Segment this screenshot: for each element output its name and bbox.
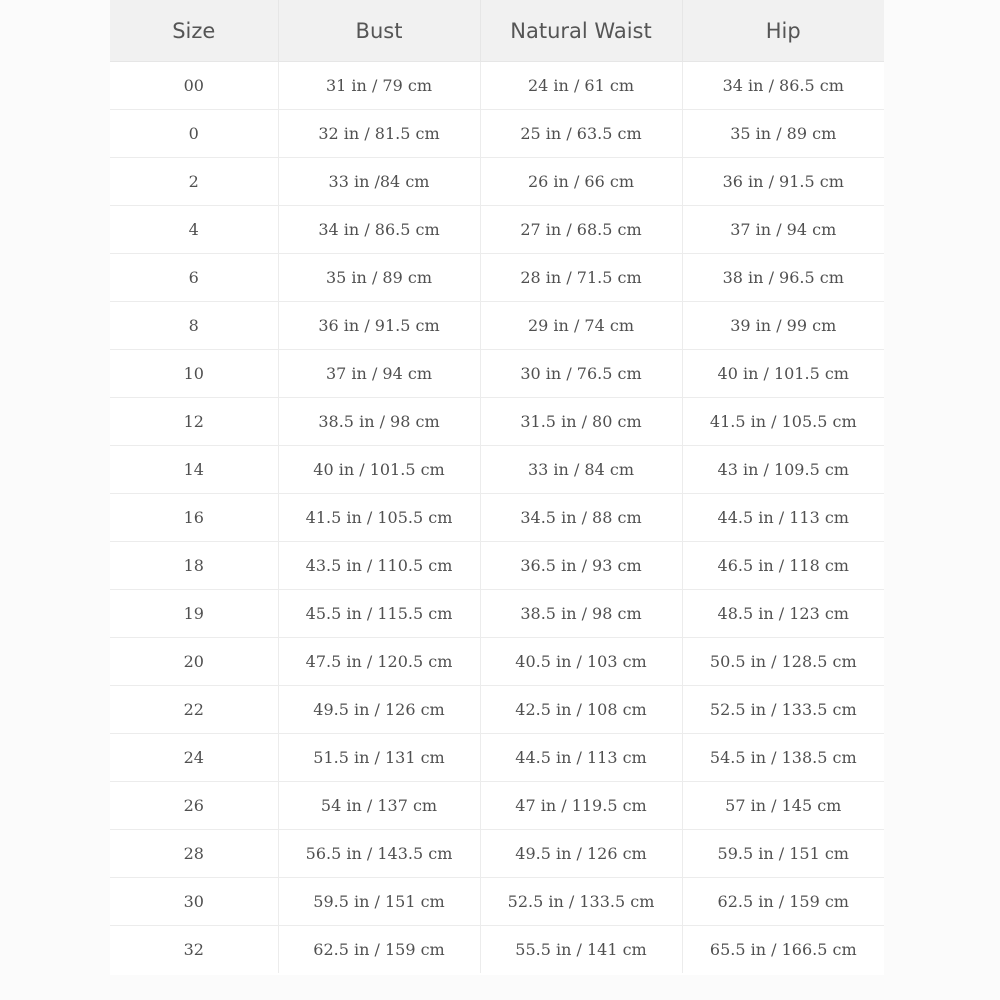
cell-hip: 38 in / 96.5 cm (682, 254, 884, 302)
cell-bust: 33 in /84 cm (278, 158, 480, 206)
header-hip: Hip (682, 0, 884, 62)
cell-size: 10 (110, 350, 278, 398)
table-header (110, 0, 884, 62)
cell-natural-waist: 55.5 in / 141 cm (480, 926, 682, 974)
cell-bust: 49.5 in / 126 cm (278, 686, 480, 734)
cell-size: 12 (110, 398, 278, 446)
cell-bust: 34 in / 86.5 cm (278, 206, 480, 254)
table-row (110, 398, 884, 446)
cell-size: 28 (110, 830, 278, 878)
cell-size: 32 (110, 926, 278, 974)
table-body (110, 62, 884, 974)
cell-natural-waist: 31.5 in / 80 cm (480, 398, 682, 446)
cell-natural-waist: 49.5 in / 126 cm (480, 830, 682, 878)
cell-bust: 47.5 in / 120.5 cm (278, 638, 480, 686)
table-row (110, 302, 884, 350)
cell-size: 2 (110, 158, 278, 206)
cell-bust: 32 in / 81.5 cm (278, 110, 480, 158)
cell-natural-waist: 44.5 in / 113 cm (480, 734, 682, 782)
table-row (110, 446, 884, 494)
cell-bust: 38.5 in / 98 cm (278, 398, 480, 446)
cell-bust: 36 in / 91.5 cm (278, 302, 480, 350)
cell-size: 16 (110, 494, 278, 542)
cell-natural-waist: 28 in / 71.5 cm (480, 254, 682, 302)
cell-natural-waist: 38.5 in / 98 cm (480, 590, 682, 638)
cell-natural-waist: 30 in / 76.5 cm (480, 350, 682, 398)
cell-size: 26 (110, 782, 278, 830)
cell-hip: 37 in / 94 cm (682, 206, 884, 254)
cell-size: 8 (110, 302, 278, 350)
cell-hip: 46.5 in / 118 cm (682, 542, 884, 590)
cell-hip: 50.5 in / 128.5 cm (682, 638, 884, 686)
cell-natural-waist: 26 in / 66 cm (480, 158, 682, 206)
cell-hip: 35 in / 89 cm (682, 110, 884, 158)
size-chart (110, 0, 884, 975)
cell-hip: 57 in / 145 cm (682, 782, 884, 830)
header-bust: Bust (278, 0, 480, 62)
table-row (110, 110, 884, 158)
cell-natural-waist: 29 in / 74 cm (480, 302, 682, 350)
cell-size: 20 (110, 638, 278, 686)
cell-natural-waist: 33 in / 84 cm (480, 446, 682, 494)
cell-natural-waist: 25 in / 63.5 cm (480, 110, 682, 158)
table-row (110, 734, 884, 782)
cell-natural-waist: 36.5 in / 93 cm (480, 542, 682, 590)
cell-natural-waist: 40.5 in / 103 cm (480, 638, 682, 686)
cell-size: 6 (110, 254, 278, 302)
table-row (110, 350, 884, 398)
table-row (110, 686, 884, 734)
cell-hip: 44.5 in / 113 cm (682, 494, 884, 542)
cell-hip: 54.5 in / 138.5 cm (682, 734, 884, 782)
cell-natural-waist: 24 in / 61 cm (480, 62, 682, 110)
cell-natural-waist: 27 in / 68.5 cm (480, 206, 682, 254)
header-natural-waist: Natural Waist (480, 0, 682, 62)
cell-size: 30 (110, 878, 278, 926)
cell-bust: 31 in / 79 cm (278, 62, 480, 110)
table-row (110, 590, 884, 638)
table-row (110, 158, 884, 206)
header-row (110, 0, 884, 62)
table-row (110, 878, 884, 926)
cell-size: 18 (110, 542, 278, 590)
table-row (110, 62, 884, 110)
cell-bust: 45.5 in / 115.5 cm (278, 590, 480, 638)
cell-natural-waist: 34.5 in / 88 cm (480, 494, 682, 542)
cell-bust: 56.5 in / 143.5 cm (278, 830, 480, 878)
table-row (110, 206, 884, 254)
cell-hip: 41.5 in / 105.5 cm (682, 398, 884, 446)
cell-hip: 65.5 in / 166.5 cm (709, 940, 857, 959)
cell-size: 14 (110, 446, 278, 494)
table-row (110, 782, 884, 830)
cell-hip: 40 in / 101.5 cm (682, 350, 884, 398)
cell-hip: 36 in / 91.5 cm (682, 158, 884, 206)
table-row (110, 830, 884, 878)
cell-natural-waist: 52.5 in / 133.5 cm (480, 878, 682, 926)
cell-bust: 41.5 in / 105.5 cm (278, 494, 480, 542)
cell-size: 4 (110, 206, 278, 254)
cell-bust: 43.5 in / 110.5 cm (278, 542, 480, 590)
cell-hip: 34 in / 86.5 cm (682, 62, 884, 110)
cell-hip: 62.5 in / 159 cm (682, 878, 884, 926)
cell-bust: 51.5 in / 131 cm (278, 734, 480, 782)
cell-bust: 40 in / 101.5 cm (278, 446, 480, 494)
cell-bust: 62.5 in / 159 cm (278, 926, 480, 974)
table-row (110, 254, 884, 302)
cell-hip: 43 in / 109.5 cm (682, 446, 884, 494)
cell-bust: 54 in / 137 cm (278, 782, 480, 830)
cell-bust: 35 in / 89 cm (278, 254, 480, 302)
cell-size: 0 (110, 110, 278, 158)
cell-size: 24 (110, 734, 278, 782)
cell-bust: 59.5 in / 151 cm (278, 878, 480, 926)
table-row (110, 542, 884, 590)
table-row (110, 638, 884, 686)
cell-natural-waist: 47 in / 119.5 cm (480, 782, 682, 830)
cell-size: 00 (110, 62, 278, 110)
cell-bust: 37 in / 94 cm (278, 350, 480, 398)
cell-natural-waist: 42.5 in / 108 cm (480, 686, 682, 734)
cell-hip: 48.5 in / 123 cm (682, 590, 884, 638)
header-size: Size (110, 0, 278, 62)
cell-size: 22 (110, 686, 278, 734)
cell-hip: 39 in / 99 cm (682, 302, 884, 350)
cell-hip: 52.5 in / 133.5 cm (682, 686, 884, 734)
table-row (110, 494, 884, 542)
cell-size: 19 (110, 590, 278, 638)
size-chart-table (110, 0, 884, 973)
table-row (110, 926, 884, 974)
cell-hip: 59.5 in / 151 cm (682, 830, 884, 878)
